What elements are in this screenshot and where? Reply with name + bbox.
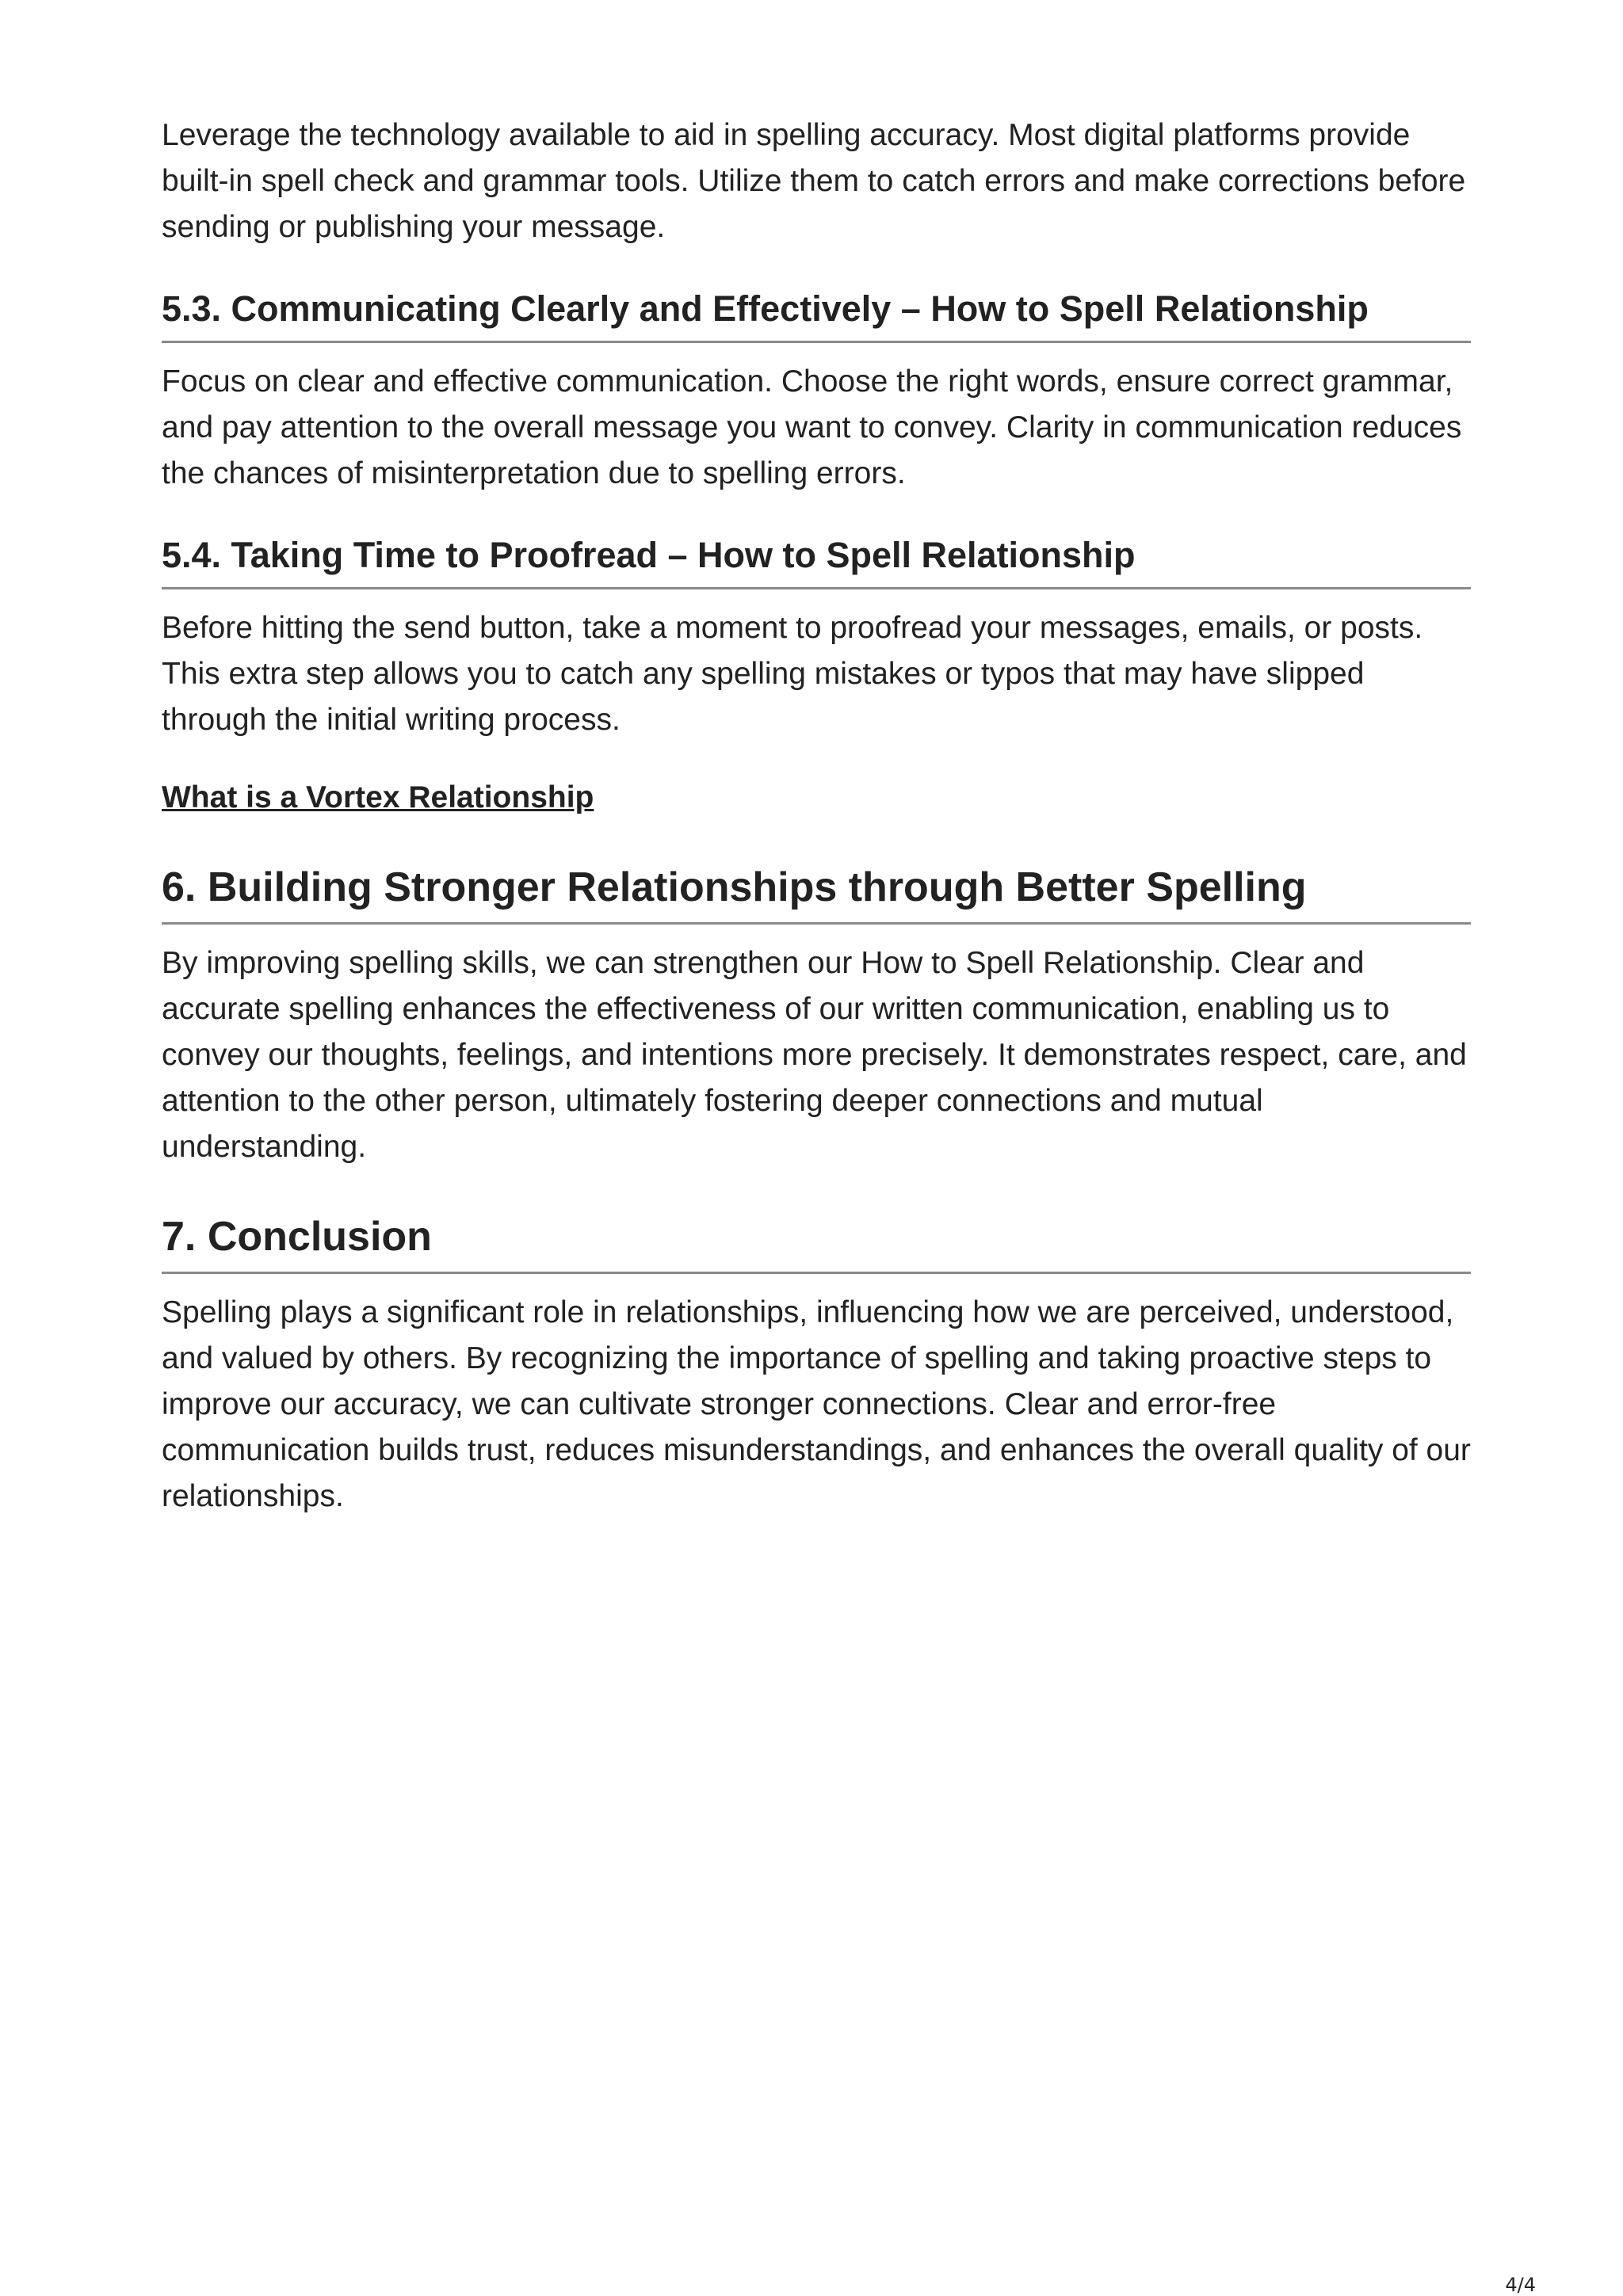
section-5-3-heading: 5.3. Communicating Clearly and Effectively – How to Spell Relationship	[162, 287, 1471, 343]
section-5-3	[162, 287, 1471, 497]
section-6-heading: 6. Building Stronger Relationships through Better Spelling	[162, 862, 1471, 925]
section-7	[162, 1211, 1471, 1520]
section-5-4-heading: 5.4. Taking Time to Proofread – How to Spell Relationship	[162, 533, 1471, 589]
related-article-link[interactable]: What is a Vortex Relationship	[162, 780, 594, 814]
intro-paragraph: Leverage the technology available to aid in spelling accuracy. Most digital platforms provide built-in spell check and grammar tools. Utilize them to catch errors and make corrections before sending or publishing your message.	[162, 118, 1466, 244]
section-5-4-body: Before hitting the send button, take a moment to proofread your messages, emails, or posts. This extra step allows you to catch any spelling mistakes or typos that may have slipped through the initial writing process.	[162, 611, 1423, 737]
section-7-body: Spelling plays a significant role in relationships, influencing how we are perceived, understood, and valued by others. By recognizing the importance of spelling and taking proactive steps to improve our accuracy, we can cultivate stronger connections. Clear and error-free communication builds trust, reduces misunderstandings, and enhances the overall quality of our relationships.	[162, 1295, 1471, 1513]
related-link-container	[162, 775, 1471, 821]
section-5-3-body: Focus on clear and effective communication. Choose the right words, ensure correct grammar, and pay attention to the overall message you want to convey. Clarity in communication reduces the chances of misinterpretation due to spelling errors.	[162, 364, 1462, 490]
section-7-heading: 7. Conclusion	[162, 1211, 1471, 1274]
page-number: 4/4	[1505, 2274, 1536, 2296]
section-5-4	[162, 533, 1471, 743]
document-content	[162, 113, 1471, 1520]
section-6	[162, 862, 1471, 1170]
section-6-body: By improving spelling skills, we can strengthen our How to Spell Relationship. Clear and accurate spelling enhances the effectiveness of our written communication, enabling us to convey our thoughts, feelings, and intentions more precisely. It demonstrates respect, care, and attention to the other person, ultimately fostering deeper connections and mutual understanding.	[162, 946, 1467, 1164]
